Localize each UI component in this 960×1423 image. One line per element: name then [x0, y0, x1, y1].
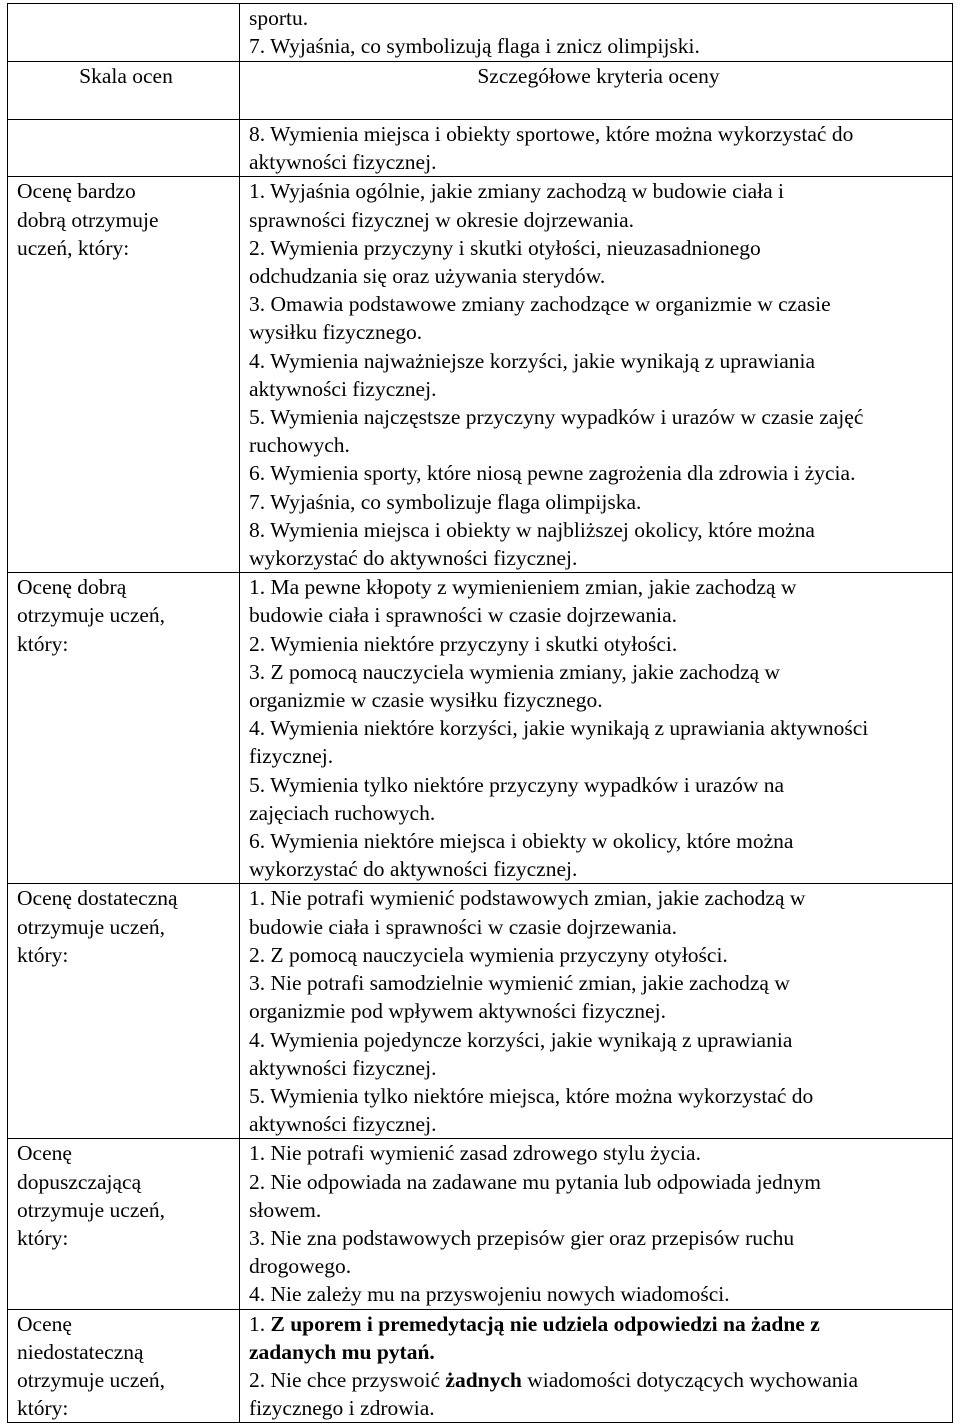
criteria-line: 4. Nie zależy mu na przyswojeniu nowych wiadomości.: [249, 1282, 730, 1307]
criteria-line: 3. Z pomocą nauczyciela wymienia zmiany, jakie zachodzą w: [249, 659, 781, 684]
grade-level-cell: [8, 884, 240, 1139]
criteria-line: 2. Z pomocą nauczyciela wymienia przyczyny otyłości.: [249, 942, 728, 967]
criteria-emphasis: zadanych mu pytań.: [249, 1339, 435, 1364]
criteria-line: [249, 1394, 948, 1422]
grade-level-cell: [8, 573, 240, 884]
criteria-line: 3. Nie potrafi samodzielnie wymienić zmian, jakie zachodzą w: [249, 971, 790, 996]
criteria-line: drogowego.: [249, 1254, 352, 1279]
criteria-line: 5. Wymienia najczęstsze przyczyny wypadków i urazów w czasie zajęć: [249, 405, 864, 430]
criteria-line: 2. Wymienia przyczyny i skutki otyłości, nieuzasadnionego: [249, 235, 761, 260]
grade-level-label: Ocenę: [17, 1141, 72, 1166]
grade-level-cell: [8, 120, 240, 177]
criteria-line: 6. Wymienia sporty, które niosą pewne zagrożenia dla zdrowia i życia.: [249, 461, 856, 486]
grade-level-label: otrzymuje uczeń,: [17, 1367, 166, 1392]
grade-row: [8, 177, 953, 573]
criteria-line: odchudzania się oraz używania sterydów.: [249, 264, 606, 289]
grade-level-label: który:: [17, 1225, 69, 1250]
grade-level-cell: [8, 1309, 240, 1423]
criteria-cell: [240, 884, 953, 1139]
grade-level-label: Ocenę dobrą: [17, 575, 127, 600]
criteria-line: 1. Nie potrafi wymienić podstawowych zmian, jakie zachodzą w: [249, 886, 806, 911]
criteria-cell: [240, 1139, 953, 1309]
criteria-text: fizycznego i zdrowia.: [249, 1396, 435, 1421]
scale-header: Skala ocen: [8, 62, 240, 120]
criteria-line: wykorzystać do aktywności fizycznej.: [249, 857, 578, 882]
criteria-cell-continuation: [240, 4, 953, 62]
criteria-line: [249, 1310, 948, 1338]
grade-level-label: dopuszczającą: [17, 1169, 142, 1194]
grade-level-label: który:: [17, 1396, 69, 1421]
grade-level-label: otrzymuje uczeń,: [17, 603, 166, 628]
grade-row: [8, 573, 953, 884]
grade-level-label: otrzymuje uczeń,: [17, 914, 166, 939]
criteria-line: [249, 1338, 948, 1366]
criteria-line: fizycznej.: [249, 744, 334, 769]
criteria-line: słowem.: [249, 1197, 322, 1222]
scale-cell-empty: [8, 4, 240, 62]
criteria-line: aktywności fizycznej.: [249, 150, 437, 175]
grade-level-label: Ocenę dostateczną: [17, 886, 178, 911]
criteria-cell: [240, 573, 953, 884]
criteria-line: 6. Wymienia niektóre miejsca i obiekty w okolicy, które można: [249, 829, 794, 854]
criteria-line: 1. Wyjaśnia ogólnie, jakie zmiany zachodzą w budowie ciała i: [249, 179, 785, 204]
criteria-line: wysiłku fizycznego.: [249, 320, 423, 345]
grade-row: [8, 884, 953, 1139]
criteria-cell: [240, 1309, 953, 1423]
grade-row: [8, 1139, 953, 1309]
criteria-line: 3. Omawia podstawowe zmiany zachodzące w organizmie w czasie: [249, 292, 831, 317]
criteria-line: aktywności fizycznej.: [249, 376, 437, 401]
criteria-line: aktywności fizycznej.: [249, 1112, 437, 1137]
grade-level-label: uczeń, który:: [17, 235, 130, 260]
criteria-line: sportu.: [249, 6, 309, 30]
criteria-line: 8. Wymienia miejsca i obiekty w najbliższej okolicy, które można: [249, 517, 815, 542]
criteria-line: wykorzystać do aktywności fizycznej.: [249, 546, 578, 571]
criteria-line: 4. Wymienia najważniejsze korzyści, jakie wynikają z uprawiania: [249, 348, 816, 373]
criteria-cell: [240, 120, 953, 177]
grading-criteria-table: [7, 3, 953, 1423]
grade-level-label: który:: [17, 631, 69, 656]
criteria-line: budowie ciała i sprawności w czasie dojrzewania.: [249, 603, 678, 628]
criteria-line: 5. Wymienia tylko niektóre przyczyny wypadków i urazów na: [249, 772, 785, 797]
criteria-line: 4. Wymienia pojedyncze korzyści, jakie wynikają z uprawiania: [249, 1027, 793, 1052]
grade-level-cell: [8, 177, 240, 573]
criteria-line: aktywności fizycznej.: [249, 1055, 437, 1080]
criteria-cell: [240, 177, 953, 573]
criteria-line: sprawności fizycznej w okresie dojrzewania.: [249, 207, 635, 232]
criteria-line: 2. Wymienia niektóre przyczyny i skutki otyłości.: [249, 631, 678, 656]
grade-level-cell: [8, 1139, 240, 1309]
criteria-line: [249, 1366, 948, 1394]
criteria-text: 2. Nie chce przyswoić: [249, 1367, 446, 1392]
grade-level-label: dobrą otrzymuje: [17, 207, 159, 232]
criteria-line: 7. Wyjaśnia, co symbolizuje flaga olimpijska.: [249, 489, 642, 514]
criteria-line: 5. Wymienia tylko niektóre miejsca, które można wykorzystać do: [249, 1083, 814, 1108]
grade-row: [8, 120, 953, 177]
criteria-line: 8. Wymienia miejsca i obiekty sportowe, które można wykorzystać do: [249, 122, 854, 146]
criteria-emphasis: Z uporem i premedytacją nie udziela odpowiedzi na żadne z: [270, 1311, 820, 1336]
criteria-line: 3. Nie zna podstawowych przepisów gier oraz przepisów ruchu: [249, 1225, 795, 1250]
criteria-emphasis: żadnych: [445, 1367, 522, 1392]
criteria-line: organizmie pod wpływem aktywności fizycznej.: [249, 999, 666, 1024]
continuation-row: [8, 4, 953, 62]
criteria-line: 4. Wymienia niektóre korzyści, jakie wynikają z uprawiania aktywności: [249, 716, 869, 741]
grade-level-label: otrzymuje uczeń,: [17, 1197, 166, 1222]
criteria-line: ruchowych.: [249, 433, 350, 458]
criteria-text: 1.: [249, 1311, 271, 1336]
grade-row: [8, 1309, 953, 1423]
criteria-line: 1. Ma pewne kłopoty z wymienieniem zmian, jakie zachodzą w: [249, 575, 797, 600]
criteria-line: 1. Nie potrafi wymienić zasad zdrowego stylu życia.: [249, 1141, 701, 1166]
criteria-line: budowie ciała i sprawności w czasie dojrzewania.: [249, 914, 678, 939]
header-row: [8, 62, 953, 120]
criteria-line: zajęciach ruchowych.: [249, 800, 436, 825]
grade-level-label: Ocenę bardzo: [17, 179, 136, 204]
criteria-text: wiadomości dotyczących wychowania: [521, 1367, 859, 1392]
grade-level-label: niedostateczną: [17, 1339, 144, 1364]
criteria-line: 2. Nie odpowiada na zadawane mu pytania lub odpowiada jednym: [249, 1169, 821, 1194]
grade-level-label: który:: [17, 942, 69, 967]
criteria-header: Szczegółowe kryteria oceny: [240, 62, 953, 120]
grade-level-label: Ocenę: [17, 1311, 72, 1336]
criteria-line: organizmie w czasie wysiłku fizycznego.: [249, 688, 603, 713]
criteria-line: 7. Wyjaśnia, co symbolizują flaga i znicz olimpijski.: [249, 34, 700, 59]
